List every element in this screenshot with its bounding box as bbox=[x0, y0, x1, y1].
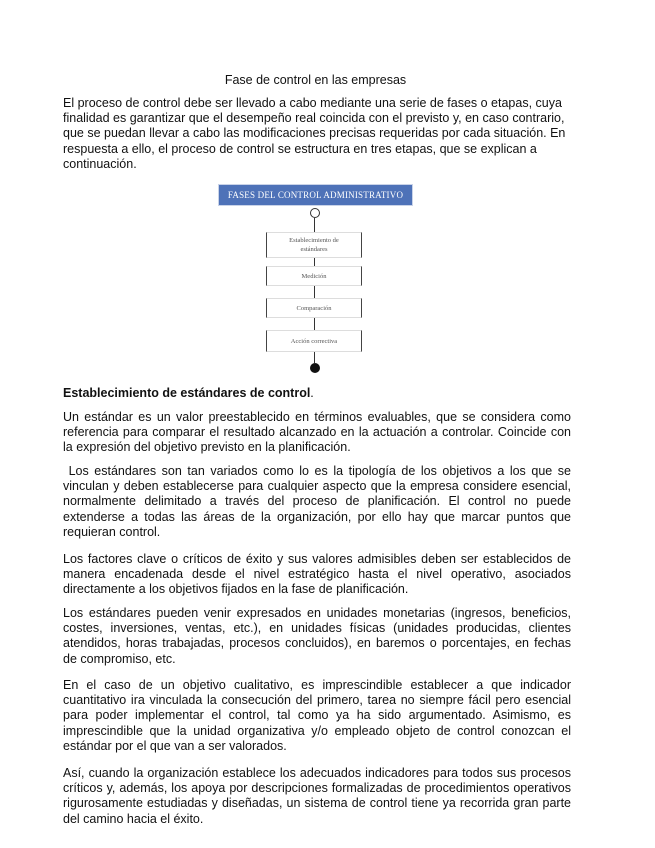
diagram-step bbox=[266, 298, 362, 318]
connector bbox=[314, 352, 315, 363]
start-node bbox=[310, 208, 320, 218]
end-node bbox=[310, 363, 320, 373]
connector bbox=[314, 286, 315, 298]
body-paragraph: Los estándares son tan variados como lo es la tipología de los objetivos a los que se vinculan y deben establecerse para cualquier aspecto que la empresa considere esencial, normalmente delimitado a través del proceso de planificación. El control no puede extenderse a todas las áreas de la organización, por ello hay que marcar puntos que requieran control. bbox=[63, 464, 575, 539]
connector bbox=[314, 218, 315, 232]
diagram-step bbox=[266, 330, 362, 352]
intro-paragraph: El proceso de control debe ser llevado a cabo mediante una serie de fases o etapas, cuya finalidad es garantizar que el desempeño real coincida con el previsto y, en caso contrario, que se puedan llevar a cabo las modificaciones precisas requeridas por cada situación. En respuesta a ello, el proceso de control se estructura en tres etapas, que se explican a continuación. bbox=[63, 96, 566, 171]
connector bbox=[314, 258, 315, 266]
control-phases-diagram bbox=[218, 184, 414, 378]
diagram-step bbox=[266, 232, 362, 258]
connector bbox=[314, 318, 315, 330]
page-title: Fase de control en las empresas bbox=[224, 73, 407, 87]
section-heading bbox=[63, 385, 571, 401]
section-heading-text: Establecimiento de estándares de control bbox=[63, 386, 311, 400]
body-paragraph: Un estándar es un valor preestablecido en términos evaluables, que se considera como referencia para comparar el resultado alcanzado en la actuación a controlar. Coincide con la expresión del objetivo previsto en la planificación. bbox=[63, 410, 571, 455]
body-paragraph: Los factores clave o críticos de éxito y sus valores admisibles deben ser establecidos de manera encadenada desde el nivel estratégico hasta el nivel operativo, asociados directamente a los objetivos fijados en la fase de planificación. bbox=[63, 552, 571, 597]
diagram-step-label: Acción correctiva bbox=[290, 337, 338, 345]
diagram-header: FASES DEL CONTROL ADMINISTRATIVO bbox=[218, 184, 413, 206]
diagram-step bbox=[266, 266, 362, 286]
body-paragraph: Así, cuando la organización establece los adecuados indicadores para todos sus procesos críticos y, además, los apoya por descripciones formalizadas de procedimientos operativos rigurosamente estudiadas y diseñadas, un sistema de control tiene ya recorrida gran parte del camino hacia el éxito. bbox=[63, 766, 571, 826]
diagram-step-label: Establecimiento de estándares bbox=[289, 237, 339, 253]
body-paragraph: En el caso de un objetivo cualitativo, es imprescindible establecer a que indicador cuantitativo ira vinculada la consecución del primero, tarea no siempre fácil pero esencial para poder implementar el control, tal como ya ha sido argumentado. Asimismo, es imprescindible que la unidad organizativa y/o empleado objeto de control conozcan el estándar por el que van a ser valorados. bbox=[63, 678, 571, 753]
section-heading-suffix: . bbox=[310, 386, 314, 400]
diagram-step-label: Comparación bbox=[296, 304, 332, 312]
body-paragraph: Los estándares pueden venir expresados en unidades monetarias (ingresos, beneficios, costes, inversiones, ventas, etc.), en unidades físicas (unidades producidas, clientes atendidos, horas trabajadas, procesos concluidos), en baremos o porcentajes, en fechas de compromiso, etc. bbox=[63, 606, 571, 666]
diagram-step-label: Medición bbox=[301, 272, 327, 280]
